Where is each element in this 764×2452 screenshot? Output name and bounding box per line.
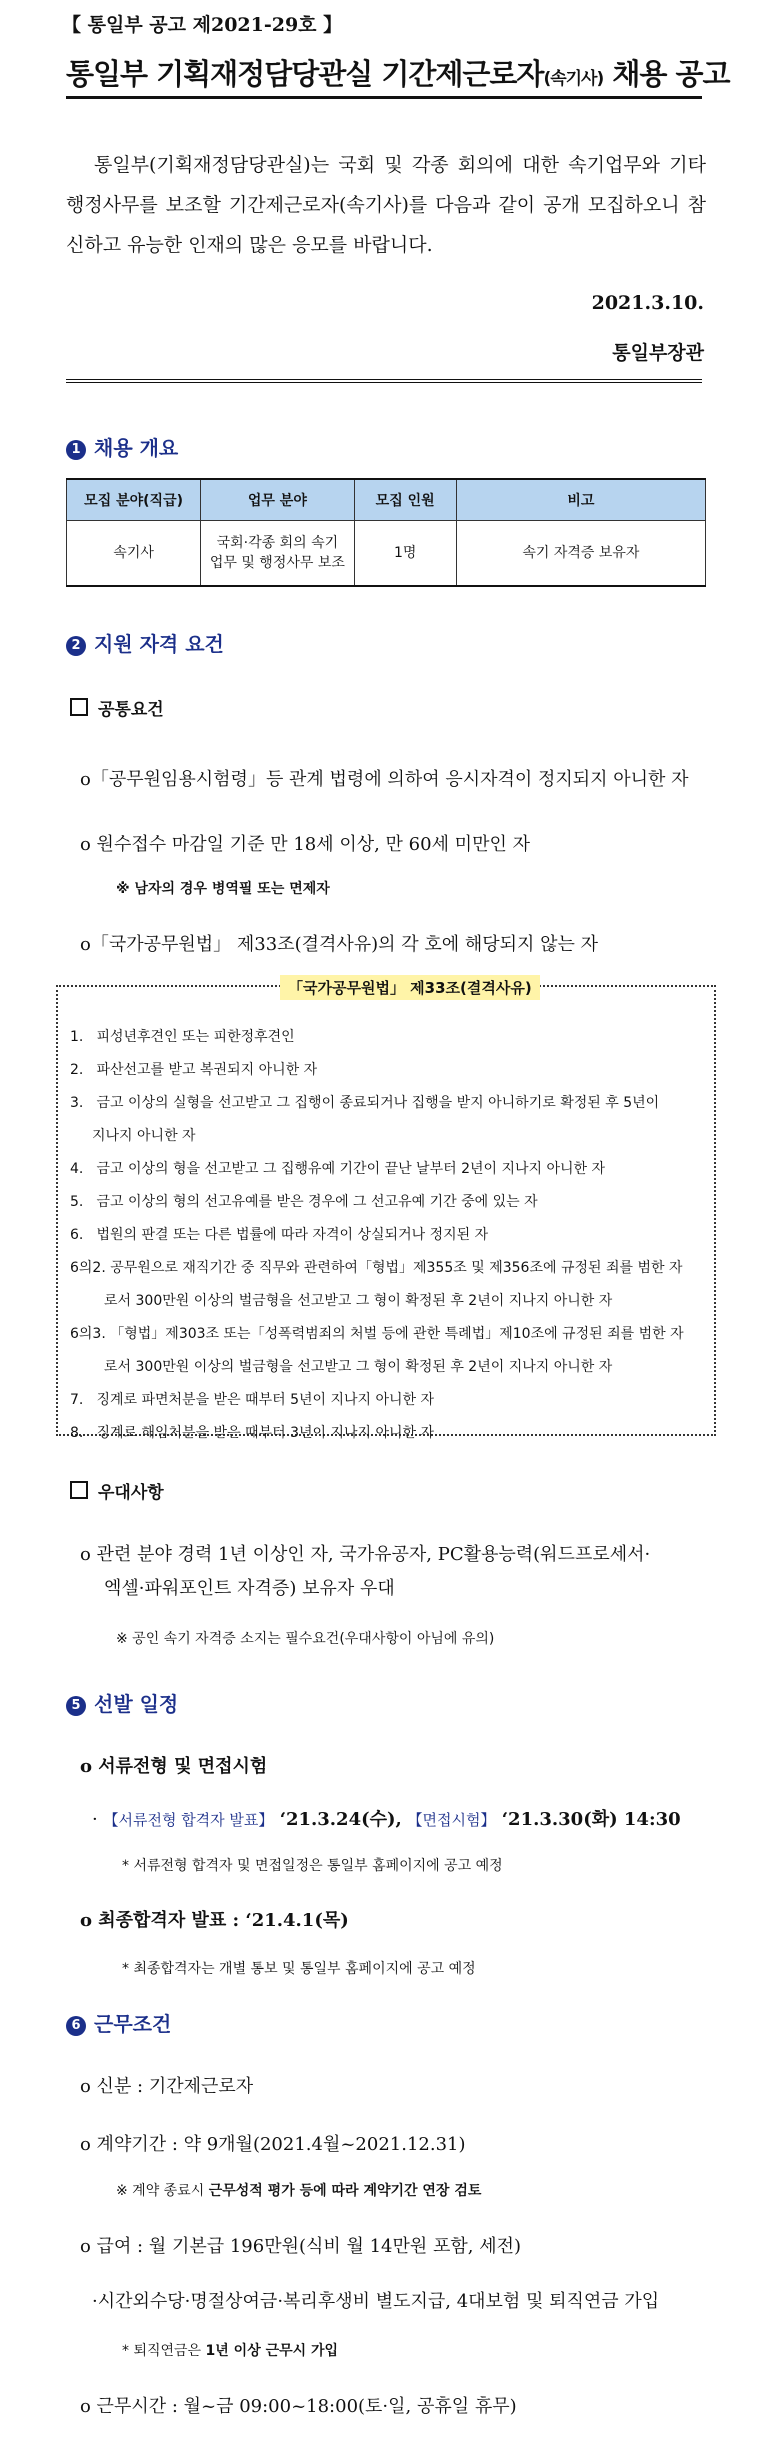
cell-remark: 속기 자격증 보유자 bbox=[456, 521, 705, 587]
list-item: 6. 법원의 판결 또는 다른 법률에 따라 자격이 상실되거나 정지된 자 bbox=[70, 1227, 489, 1243]
disqualification-list bbox=[70, 1021, 700, 1450]
section-conditions-heading bbox=[66, 2008, 171, 2037]
subsection-title: 우대사항 bbox=[98, 1483, 164, 1503]
common-item-3: o「국가공무원법」 제33조(결격사유)의 각 호에 해당되지 않는 자 bbox=[80, 934, 599, 955]
checkbox-square-icon bbox=[70, 1481, 88, 1499]
disqualification-box bbox=[56, 979, 716, 1441]
cell-work bbox=[201, 521, 354, 587]
table-header-row bbox=[67, 479, 706, 521]
list-item: 4. 금고 이상의 형을 선고받고 그 집행유예 기간이 끝난 날부터 2년이 지나지 아니한 자 bbox=[70, 1161, 606, 1177]
working-hours: o 근무시간 : 월~금 09:00~18:00(토·일, 공휴일 휴무) bbox=[80, 2396, 517, 2417]
section-schedule-heading bbox=[66, 1688, 178, 1717]
common-item-1: o「공무원임용시험령」등 관계 법령에 의하여 응시자격이 정지되지 아니한 자 bbox=[80, 769, 689, 790]
subsection-title: 공통요건 bbox=[98, 700, 164, 720]
box-title: 「국가공무원법」 제33조(결격사유) bbox=[280, 975, 540, 1000]
header-remark: 비고 bbox=[456, 479, 705, 521]
section-overview-heading bbox=[66, 432, 178, 461]
section-title: 지원 자격 요건 bbox=[94, 632, 224, 656]
list-item: 3. 금고 이상의 실형을 선고받고 그 집행이 종료되거나 집행을 받지 아니하기로 확정된 후 5년이 지나지 아니한 자 bbox=[70, 1095, 660, 1144]
preference-line-1: o 관련 분야 경력 1년 이상인 자, 국가유공자, PC활용능력(워드프로세서· bbox=[80, 1544, 651, 1565]
schedule-bullet: · bbox=[92, 1809, 98, 1830]
pension-note: * 퇴직연금은 1년 이상 근무시 가입 bbox=[122, 2343, 339, 2359]
section-number-badge: 5 bbox=[66, 1696, 86, 1716]
schedule-line bbox=[92, 1805, 681, 1831]
screening-title: o 서류전형 및 면접시험 bbox=[80, 1756, 268, 1777]
list-item: 2. 파산선고를 받고 복권되지 아니한 자 bbox=[70, 1062, 318, 1078]
notice-date: 2021.3.10. bbox=[591, 292, 704, 314]
header-count: 모집 인원 bbox=[354, 479, 456, 521]
document-result-date: ‘21.3.24(수), bbox=[273, 1809, 402, 1830]
header-field: 모집 분야(직급) bbox=[67, 479, 201, 521]
interview-date: ‘21.3.30(화) 14:30 bbox=[495, 1809, 681, 1830]
section-qualification-heading bbox=[66, 628, 224, 657]
common-requirements-heading bbox=[70, 695, 164, 720]
preference-line-2: 엑셀·파워포인트 자격증) 보유자 우대 bbox=[104, 1578, 395, 1599]
final-result-title: o 최종합격자 발표 : ‘21.4.1(목) bbox=[80, 1910, 349, 1931]
cell-field: 속기사 bbox=[67, 521, 201, 587]
checkbox-square-icon bbox=[70, 698, 88, 716]
section-title: 선발 일정 bbox=[94, 1692, 179, 1716]
list-item: 8. 징계로 해임처분을 받은 때부터 3년이 지나지 아니한 자 bbox=[70, 1425, 435, 1441]
title-main: 통일부 기획재정담당관실 기간제근로자 bbox=[66, 57, 544, 91]
schedule-note: * 서류전형 합격자 및 면접일정은 통일부 홈페이지에 공고 예정 bbox=[122, 1858, 503, 1874]
final-result-note: * 최종합격자는 개별 통보 및 통일부 홈페이지에 공고 예정 bbox=[122, 1961, 476, 1977]
list-item: 7. 징계로 파면처분을 받은 때부터 5년이 지나지 아니한 자 bbox=[70, 1392, 435, 1408]
preference-heading bbox=[70, 1478, 164, 1503]
notice-number: 【 통일부 공고 제2021-29호 】 bbox=[62, 14, 343, 36]
common-item-2-note: ※ 남자의 경우 병역필 또는 면제자 bbox=[116, 881, 330, 897]
common-item-2: o 원수접수 마감일 기준 만 18세 이상, 만 60세 미만인 자 bbox=[80, 834, 530, 855]
intro-paragraph bbox=[66, 145, 706, 265]
table-row bbox=[67, 521, 706, 587]
signature-divider bbox=[66, 379, 702, 383]
section-title: 근무조건 bbox=[94, 2012, 172, 2036]
section-number-badge: 1 bbox=[66, 440, 86, 460]
cell-work-line2: 업무 및 행정사무 보조 bbox=[209, 555, 345, 571]
preference-note: ※ 공인 속기 자격증 소지는 필수요건(우대사항이 아님에 유의) bbox=[116, 1631, 495, 1647]
cell-work-line1: 국회·각종 회의 속기 bbox=[216, 535, 339, 551]
list-item: 6의3. 「형법」제303조 또는「성폭력범죄의 처벌 등에 관한 특례법」제10조에 규정된 죄를 범한 자 로서 300만원 이상의 벌금형을 선고받고 그 형이 확정된 후 2년이 지나지 아니한 자 bbox=[70, 1326, 684, 1375]
section-number-badge: 2 bbox=[66, 636, 86, 656]
title-small: (속기사) bbox=[543, 69, 604, 89]
title-divider bbox=[66, 96, 702, 99]
section-title: 채용 개요 bbox=[94, 436, 179, 460]
contract-period: o 계약기간 : 약 9개월(2021.4월~2021.12.31) bbox=[80, 2134, 466, 2155]
overview-table bbox=[66, 478, 706, 587]
list-item: 5. 금고 이상의 형의 선고유예를 받은 경우에 그 선고유예 기간 중에 있는 자 bbox=[70, 1194, 538, 1210]
page-title bbox=[66, 52, 730, 93]
list-item: 1. 피성년후견인 또는 피한정후견인 bbox=[70, 1029, 295, 1045]
salary-extras: ·시간외수당·명절상여금·복리후생비 별도지급, 4대보험 및 퇴직연금 가입 bbox=[92, 2291, 660, 2312]
header-work: 업무 분야 bbox=[201, 479, 354, 521]
interview-label: 【면접시험】 bbox=[407, 1811, 496, 1829]
list-item: 6의2. 공무원으로 재직기간 중 직무와 관련하여「형법」제355조 및 제356조에 규정된 죄를 범한 자 로서 300만원 이상의 벌금형을 선고받고 그 형이 확정된 후 2년이 지나지 아니한 자 bbox=[70, 1260, 683, 1309]
signer: 통일부장관 bbox=[612, 342, 704, 364]
intro-text: 통일부(기획재정담당관실)는 국회 및 각종 회의에 대한 속기업무와 기타 행정사무를 보조할 기간제근로자(속기사)를 다음과 같이 공개 모집하오니 참신하고 유능한 인재의 많은 응모를 바랍니다. bbox=[66, 154, 706, 256]
contract-note: ※ 계약 종료시 근무성적 평가 등에 따라 계약기간 연장 검토 bbox=[116, 2183, 482, 2199]
title-end: 채용 공고 bbox=[603, 57, 730, 91]
cell-count: 1명 bbox=[354, 521, 456, 587]
salary: o 급여 : 월 기본급 196만원(식비 월 14만원 포함, 세전) bbox=[80, 2236, 522, 2257]
employment-status: o 신분 : 기간제근로자 bbox=[80, 2076, 254, 2097]
section-number-badge: 6 bbox=[66, 2016, 86, 2036]
document-result-label: 【서류전형 합격자 발표】 bbox=[103, 1811, 274, 1829]
